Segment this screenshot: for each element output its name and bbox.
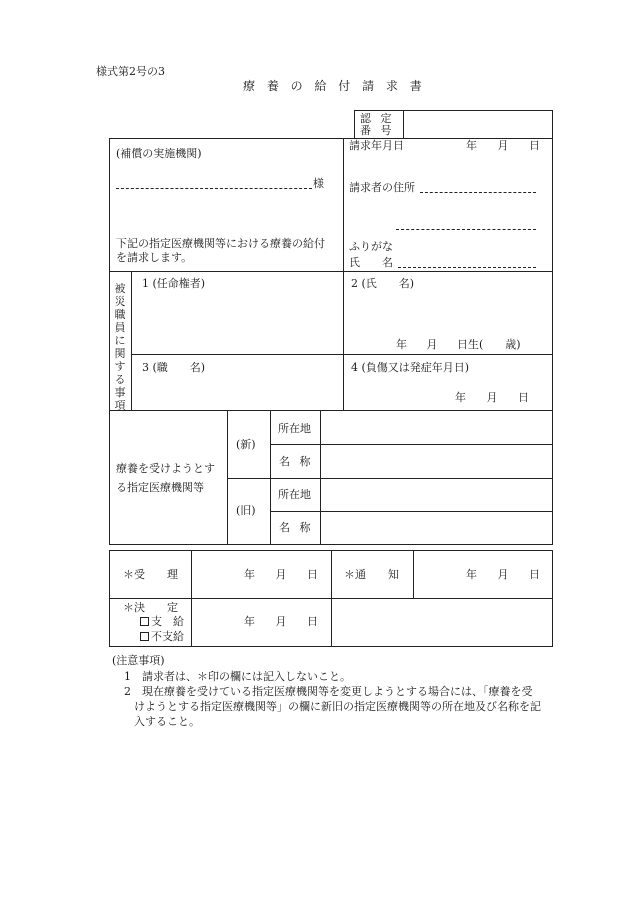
pay-label: 支 給 bbox=[151, 615, 184, 628]
new-location-field[interactable] bbox=[321, 411, 552, 444]
requester-address-label: 請求者の住所 bbox=[349, 181, 415, 194]
implementing-agency-label: (補償の実施機関) bbox=[116, 147, 202, 160]
appointing-authority-label: 1 (任命権者) bbox=[142, 277, 206, 290]
victim-name-label: 2 (氏 名) bbox=[351, 277, 415, 290]
no-pay-label: 不支給 bbox=[151, 630, 184, 643]
victim-section-label: 被災職員に関する事項 bbox=[114, 282, 126, 412]
note-2-line-3: 入すること。 bbox=[134, 715, 200, 728]
approval-label-1: 認 定 bbox=[360, 112, 395, 125]
job-title-label: 3 (職 名) bbox=[142, 361, 206, 374]
requester-address-field[interactable] bbox=[420, 192, 536, 193]
new-institution-label: (新) bbox=[236, 438, 256, 451]
victim-name-field[interactable] bbox=[344, 293, 552, 333]
job-title-field[interactable] bbox=[132, 376, 342, 409]
request-date-label: 請求年月日 bbox=[349, 139, 404, 152]
old-institution-label: (旧) bbox=[236, 504, 256, 517]
form-number: 様式第2号の3 bbox=[96, 65, 165, 78]
old-name-field[interactable] bbox=[321, 512, 552, 544]
honorific-suffix: 様 bbox=[313, 177, 324, 190]
injury-date-units: 年 月 日 bbox=[455, 391, 529, 404]
new-name-label: 名 称 bbox=[279, 455, 314, 468]
note-1: 1 請求者は、＊印の欄には記入しないこと。 bbox=[124, 670, 351, 683]
decision-label: ＊決 定 bbox=[123, 601, 178, 614]
furigana-label: ふりがな bbox=[349, 240, 393, 253]
approval-label-2: 番 号 bbox=[360, 124, 395, 137]
pay-checkbox[interactable] bbox=[140, 617, 149, 626]
institution-label-line-2: る指定医療機関等 bbox=[116, 481, 204, 494]
new-location-label: 所在地 bbox=[278, 422, 311, 435]
request-statement-line-1: 下記の指定医療機関等における療養の給付 bbox=[116, 237, 325, 250]
requester-name-label: 氏 名 bbox=[349, 256, 393, 269]
decision-date-units: 年 月 日 bbox=[244, 615, 318, 628]
appointing-authority-field[interactable] bbox=[132, 293, 342, 353]
approval-number-field[interactable] bbox=[404, 111, 551, 137]
old-location-label: 所在地 bbox=[278, 488, 311, 501]
receipt-date-units: 年 月 日 bbox=[244, 568, 318, 581]
new-name-field[interactable] bbox=[321, 445, 552, 478]
request-statement-line-2: を請求します。 bbox=[116, 251, 193, 264]
injury-date-label: 4 (負傷又は発症年月日) bbox=[351, 361, 470, 374]
old-location-field[interactable] bbox=[321, 479, 552, 511]
note-2-line-1: 2 現在療養を受けている指定医療機関等を変更しようとする場合には、「療養を受 bbox=[124, 685, 533, 698]
implementing-agency-field[interactable] bbox=[116, 188, 312, 189]
page-title: 療 養 の 給 付 請 求 書 bbox=[243, 79, 426, 93]
no-pay-checkbox[interactable] bbox=[140, 632, 149, 641]
notice-label: ＊通 知 bbox=[344, 568, 399, 581]
notice-date-units: 年 月 日 bbox=[466, 568, 540, 581]
requester-name-field[interactable] bbox=[398, 267, 536, 268]
receipt-label: ＊受 理 bbox=[123, 568, 178, 581]
note-2-line-2: けようとする指定医療機関等」の欄に新旧の指定医療機関等の所在地及び名称を記 bbox=[134, 700, 541, 713]
notes-heading: (注意事項) bbox=[112, 654, 165, 667]
requester-address-field-2[interactable] bbox=[396, 229, 536, 230]
old-name-label: 名 称 bbox=[279, 521, 314, 534]
institution-label-line-1: 療養を受けようとす bbox=[116, 462, 215, 475]
birth-date-units: 年 月 日生( 歳) bbox=[396, 338, 521, 351]
request-date-units: 年 月 日 bbox=[466, 139, 540, 152]
